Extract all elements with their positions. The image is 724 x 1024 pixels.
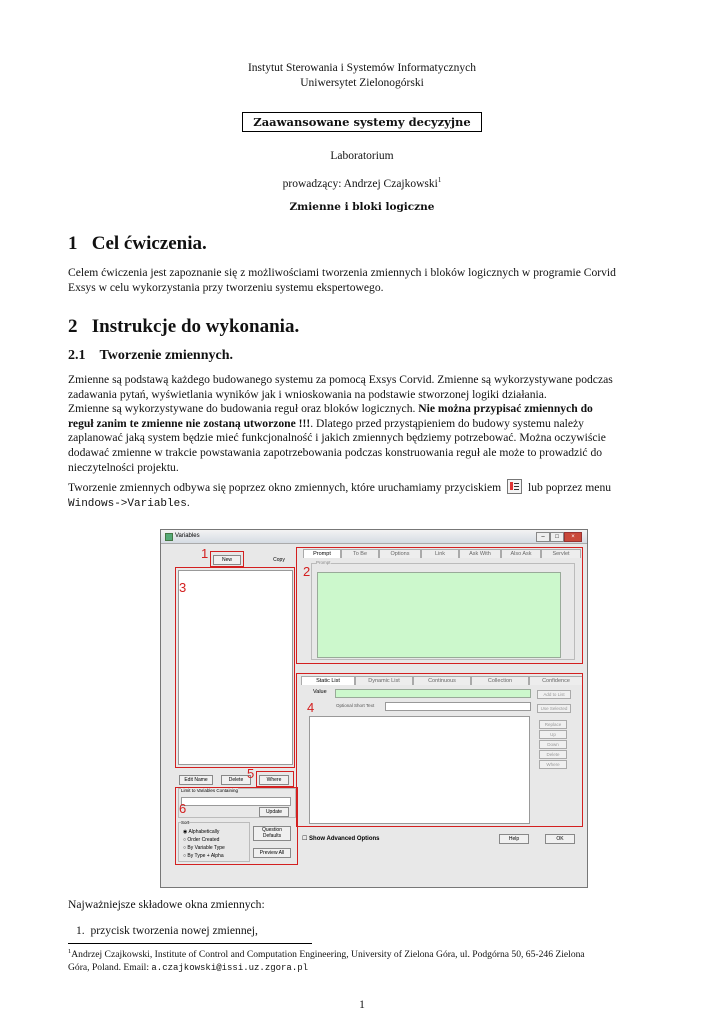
tab-also-ask[interactable]: Also Ask (501, 549, 541, 558)
value-label: Value (313, 689, 327, 695)
instructor-name: prowadzący: Andrzej Czajkowski (282, 177, 438, 190)
marker-6: 6 (179, 801, 187, 816)
preview-all-button[interactable]: Preview All (253, 848, 291, 858)
tab-options[interactable]: Options (379, 549, 421, 558)
footnote-text: Góra, Poland. Email: (68, 961, 152, 973)
minimize-icon[interactable]: – (536, 532, 550, 542)
sort-label: Sort (181, 820, 190, 825)
show-advanced-checkbox[interactable]: ☐ Show Advanced Options (302, 836, 380, 842)
text-span: . (186, 495, 190, 509)
subsection-title: Tworzenie zmiennych. (99, 348, 233, 363)
menu-path: Windows->Variables (68, 497, 187, 510)
marker-box-6 (175, 787, 298, 865)
course-title: Zaawansowane systemy decyzyjne (242, 112, 481, 132)
footnote (68, 946, 676, 974)
marker-box-4 (296, 673, 583, 827)
text-span: lub poprzez menu (527, 481, 612, 494)
list-intro: Najważniejsze składowe okna zmiennych: (68, 898, 265, 911)
down-button[interactable]: Down (539, 740, 567, 749)
list-item-text: przycisk tworzenia nowej zmiennej, (90, 924, 258, 937)
topic-title: Zmienne i bloki logiczne (289, 201, 435, 213)
paragraph-line (68, 417, 676, 432)
paragraph-line: zadawania pytań, wyświetlania wyników jak i wnioskowania na podstawie stworzonej logiki działania. (68, 387, 547, 401)
tab-static-list[interactable]: Static List (301, 676, 355, 685)
list-item-1 (76, 924, 258, 937)
bold-warning: Nie można przypisać zmiennych do (418, 402, 593, 416)
variables-toolbar-icon (507, 479, 522, 494)
page-number: 1 (359, 999, 365, 1011)
delete-value-button[interactable]: Delete (539, 750, 567, 759)
paragraph-line: zaplanować jaką system będzie mieć funkcjonalność i jakich zmiennych będziemy potrzebować. Można oczywiście (68, 431, 606, 445)
marker-4: 4 (307, 700, 315, 715)
section1-paragraph (68, 266, 676, 295)
tab-ask-with[interactable]: Ask With (459, 549, 501, 558)
radio-label: Alphabetically (188, 829, 220, 835)
paragraph-line: nieczytelności projektu. (68, 460, 179, 474)
tab-to-be[interactable]: To Be (341, 549, 379, 558)
add-to-list-button[interactable]: Add to List (537, 690, 571, 699)
section2-number: 2 (68, 316, 78, 337)
section1-line: Celem ćwiczenia jest zapoznanie się z możliwościami tworzenia zmiennych i bloków logicznych w programie Corvid (68, 266, 616, 279)
section2-paragraphs (68, 373, 676, 475)
text-span: Tworzenie zmiennych odbywa się poprzez okno zmiennych, które uruchamiamy przyciskiem (68, 481, 502, 494)
footnote-line (68, 946, 676, 962)
radio-label: Order Created (187, 837, 220, 843)
course-title-box (0, 111, 724, 132)
tab-servlet[interactable]: Servlet (541, 549, 581, 558)
footnote-rule (68, 943, 312, 944)
sort-by-type-radio[interactable]: ○ By Variable Type (183, 845, 225, 851)
edit-name-button[interactable]: Edit Name (179, 775, 213, 785)
replace-button[interactable]: Replace (539, 720, 567, 729)
footnote-text: Andrzej Czajkowski, Institute of Control and Computation Engineering, University of Zielona Góra, ul. Podgórna 50, 65-246 Zielona (71, 949, 585, 961)
ok-button[interactable]: OK (545, 834, 575, 844)
checkbox-label: Show Advanced Options (309, 836, 380, 842)
limit-label: Limit to Variables Containing (181, 788, 238, 793)
instructor (0, 176, 724, 190)
delete-button[interactable]: Delete (221, 775, 251, 785)
sort-type-alpha-radio[interactable]: ○ By Type + Alpha (183, 853, 224, 859)
marker-5: 5 (247, 766, 255, 781)
institute-name: Instytut Sterowania i Systemów Informatycznych (247, 62, 477, 74)
marker-box-5 (256, 771, 294, 787)
short-text-label: Optional Short Text (336, 703, 375, 708)
tab-prompt[interactable]: Prompt (303, 549, 341, 558)
list-item-number: 1. (76, 924, 85, 937)
sort-alphabetically-radio[interactable]: ◉ Alphabetically (183, 829, 220, 835)
section2-title: Instrukcje do wykonania. (91, 316, 300, 337)
variables-window-screenshot (160, 529, 588, 888)
new-button[interactable]: New (213, 555, 241, 565)
section1-number: 1 (68, 233, 78, 254)
window-title: Variables (175, 533, 200, 539)
where-button[interactable]: Where (259, 775, 289, 785)
variables-window-paragraph (68, 479, 676, 511)
bold-warning: reguł zanim te zmienne nie zostaną utworzone !!! (68, 416, 311, 430)
maximize-icon[interactable]: □ (550, 532, 564, 542)
footnote-line (68, 962, 676, 975)
marker-box-1 (210, 551, 244, 567)
footnote-ref: 1 (437, 176, 442, 184)
window-icon (165, 533, 173, 541)
marker-2: 2 (303, 564, 311, 579)
footnote-email: a.czajkowski@issi.uz.zgora.pl (151, 962, 309, 973)
paragraph-line: Zmienne są podstawą każdego budowanego systemu za pomocą Exsys Corvid. Zmienne są wykorzystywane podczas (68, 373, 613, 386)
section1-heading (68, 233, 207, 255)
use-selected-button[interactable]: Use Selected (537, 704, 571, 713)
tab-link[interactable]: Link (421, 549, 459, 558)
lab-label: Laboratorium (330, 150, 394, 162)
paragraph-line (68, 479, 676, 496)
university-name: Uniwersytet Zielonogórski (300, 77, 424, 89)
marker-1: 1 (201, 546, 209, 561)
sort-order-created-radio[interactable]: ○ Order Created (183, 837, 220, 843)
subsection-heading (68, 348, 233, 364)
marker-box-2 (296, 547, 583, 664)
radio-label: By Type + Alpha (187, 853, 224, 859)
subsection-number: 2.1 (68, 348, 86, 363)
window-titlebar (161, 530, 587, 544)
radio-label: By Variable Type (187, 845, 225, 851)
tab-collection[interactable]: Collection (471, 676, 529, 685)
update-button[interactable]: Update (259, 807, 289, 817)
where-value-button[interactable]: Where (539, 760, 567, 769)
section1-line: Exsys w celu wykorzystania przy tworzeniu systemu ekspertowego. (68, 280, 384, 294)
marker-box-3 (175, 567, 295, 768)
tab-continuous[interactable]: Continuous (413, 676, 471, 685)
up-button[interactable]: Up (539, 730, 567, 739)
paragraph-line (68, 496, 676, 512)
tab-dynamic-list[interactable]: Dynamic List (355, 676, 413, 685)
paragraph-line (68, 402, 676, 417)
text-span: Zmienne są wykorzystywane do budowania reguł oraz bloków logicznych. (68, 402, 419, 416)
prompt-group-label: Prompt (316, 560, 331, 565)
footnote-mark: 1 (68, 948, 72, 955)
section2-heading (68, 316, 299, 338)
marker-3: 3 (179, 580, 187, 595)
question-defaults-button[interactable]: Question Defaults (253, 826, 291, 841)
help-button[interactable]: Help (499, 834, 529, 844)
paragraph-line: dodawać zmienne w trakcie powstawania zapotrzebowania podczas konstruowania reguł ale może to prowadzić do (68, 445, 603, 459)
text-span: . Dlatego przed przystąpieniem do budowy systemu należy (310, 416, 584, 430)
close-icon[interactable]: × (564, 532, 582, 542)
tab-confidence[interactable]: Confidence (529, 676, 583, 685)
copy-button[interactable]: Copy (273, 557, 285, 563)
section1-title: Cel ćwiczenia. (91, 233, 207, 254)
